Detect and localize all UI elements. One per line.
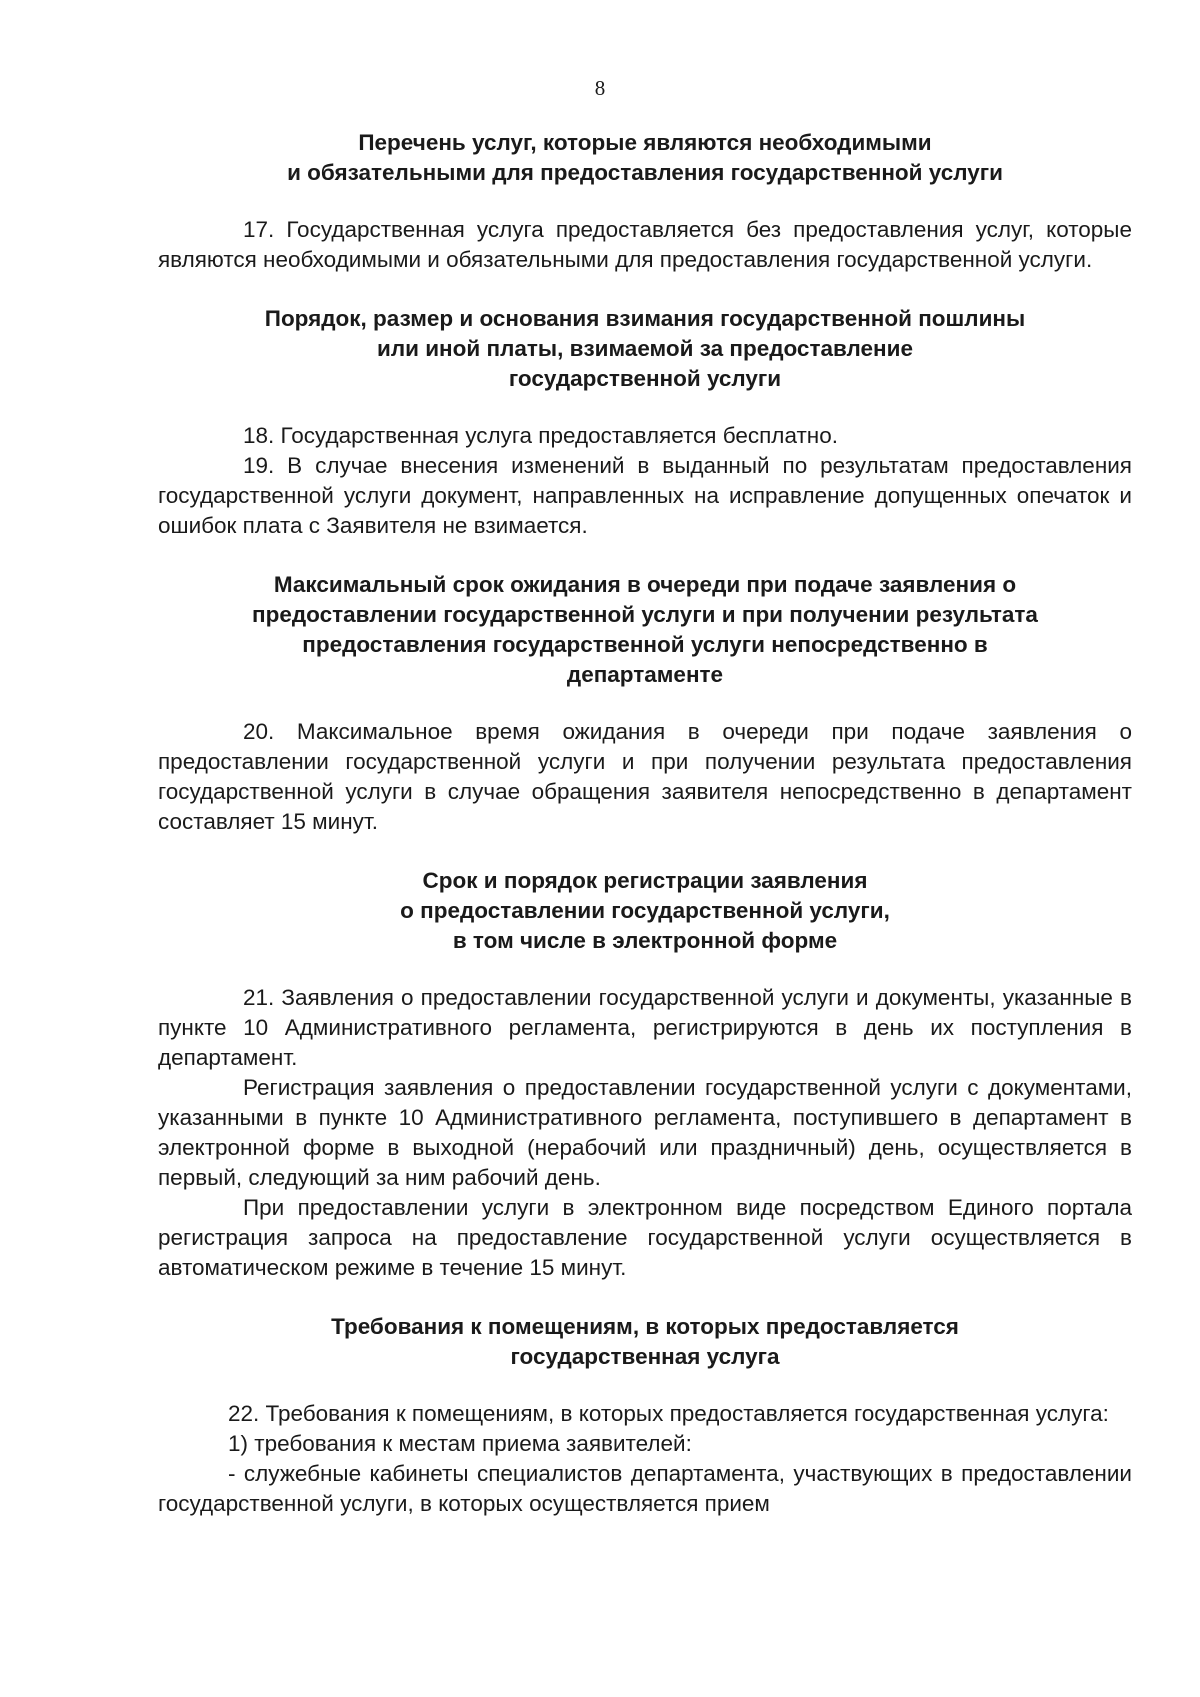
heading-line: государственная услуга: [510, 1344, 780, 1369]
heading-line: Срок и порядок регистрации заявления: [422, 868, 868, 893]
heading-line: предоставления государственной услуги непосредственно в: [302, 632, 988, 657]
paragraph-18: 18. Государственная услуга предоставляется бесплатно.: [243, 423, 838, 448]
heading-line: о предоставлении государственной услуги,: [400, 898, 890, 923]
paragraph-21: 21. Заявления о предоставлении государственной услуги и документы, указанные в пункте 10 Административного регламента, регистрируются в день их поступления в департамент.: [158, 985, 1132, 1070]
section-heading-queue-time: [158, 570, 1132, 690]
heading-line: в том числе в электронной форме: [452, 928, 838, 953]
paragraph-21-portal: При предоставлении услуги в электронном виде посредством Единого портала регистрация запроса на предоставление государственной услуги осуществляется в автоматическом режиме в течение 15 минут.: [158, 1195, 1132, 1280]
paragraph-19: 19. В случае внесения изменений в выданный по результатам предоставления государственной услуги документ, направленных на исправление допущенных опечаток и ошибок плата с Заявителя не взимается.: [158, 453, 1132, 538]
document-body: [158, 128, 1132, 1519]
paragraph-21-registration: Регистрация заявления о предоставлении государственной услуги с документами, указанными в пункте 10 Административного регламента, поступившего в департамент в электронной форме в выходной (нерабочий или праздничный) день, осуществляется в первый, следующий за ним рабочий день.: [158, 1075, 1132, 1190]
paragraph-17: 17. Государственная услуга предоставляется без предоставления услуг, которые являются необходимыми и обязательными для предоставления государственной услуги.: [158, 217, 1132, 272]
paragraph-22-item-1: 1) требования к местам приема заявителей:: [228, 1431, 692, 1456]
heading-line: департаменте: [566, 662, 724, 687]
heading-line: или иной платы, взимаемой за предоставление: [377, 336, 913, 361]
paragraph-22-offices: - служебные кабинеты специалистов департамента, участвующих в предоставлении государственной услуги, в которых осуществляется прием: [158, 1461, 1132, 1516]
section-heading-premises: [158, 1312, 1132, 1372]
paragraph-22: 22. Требования к помещениям, в которых предоставляется государственная услуга:: [228, 1401, 1109, 1426]
paragraph-20: 20. Максимальное время ожидания в очереди при подаче заявления о предоставлении государственной услуги и при получении результата предоставления государственной услуги в случае обращения заявителя непосредственно в департамент составляет 15 минут.: [158, 719, 1132, 834]
heading-line: государственной услуги: [508, 366, 782, 391]
section-heading-registration: [158, 866, 1132, 956]
section-heading-services-list: [158, 128, 1132, 188]
heading-line: и обязательными для предоставления государственной услуги: [287, 160, 1003, 185]
heading-line: Требования к помещениям, в которых предоставляется: [331, 1314, 959, 1339]
heading-line: Перечень услуг, которые являются необходимыми: [358, 130, 932, 155]
heading-line: предоставлении государственной услуги и при получении результата: [252, 602, 1038, 627]
heading-line: Максимальный срок ожидания в очереди при подаче заявления о: [273, 572, 1017, 597]
heading-line: Порядок, размер и основания взимания государственной пошлины: [264, 306, 1026, 331]
page-number: 8: [594, 76, 606, 100]
section-heading-fee: [158, 304, 1132, 394]
